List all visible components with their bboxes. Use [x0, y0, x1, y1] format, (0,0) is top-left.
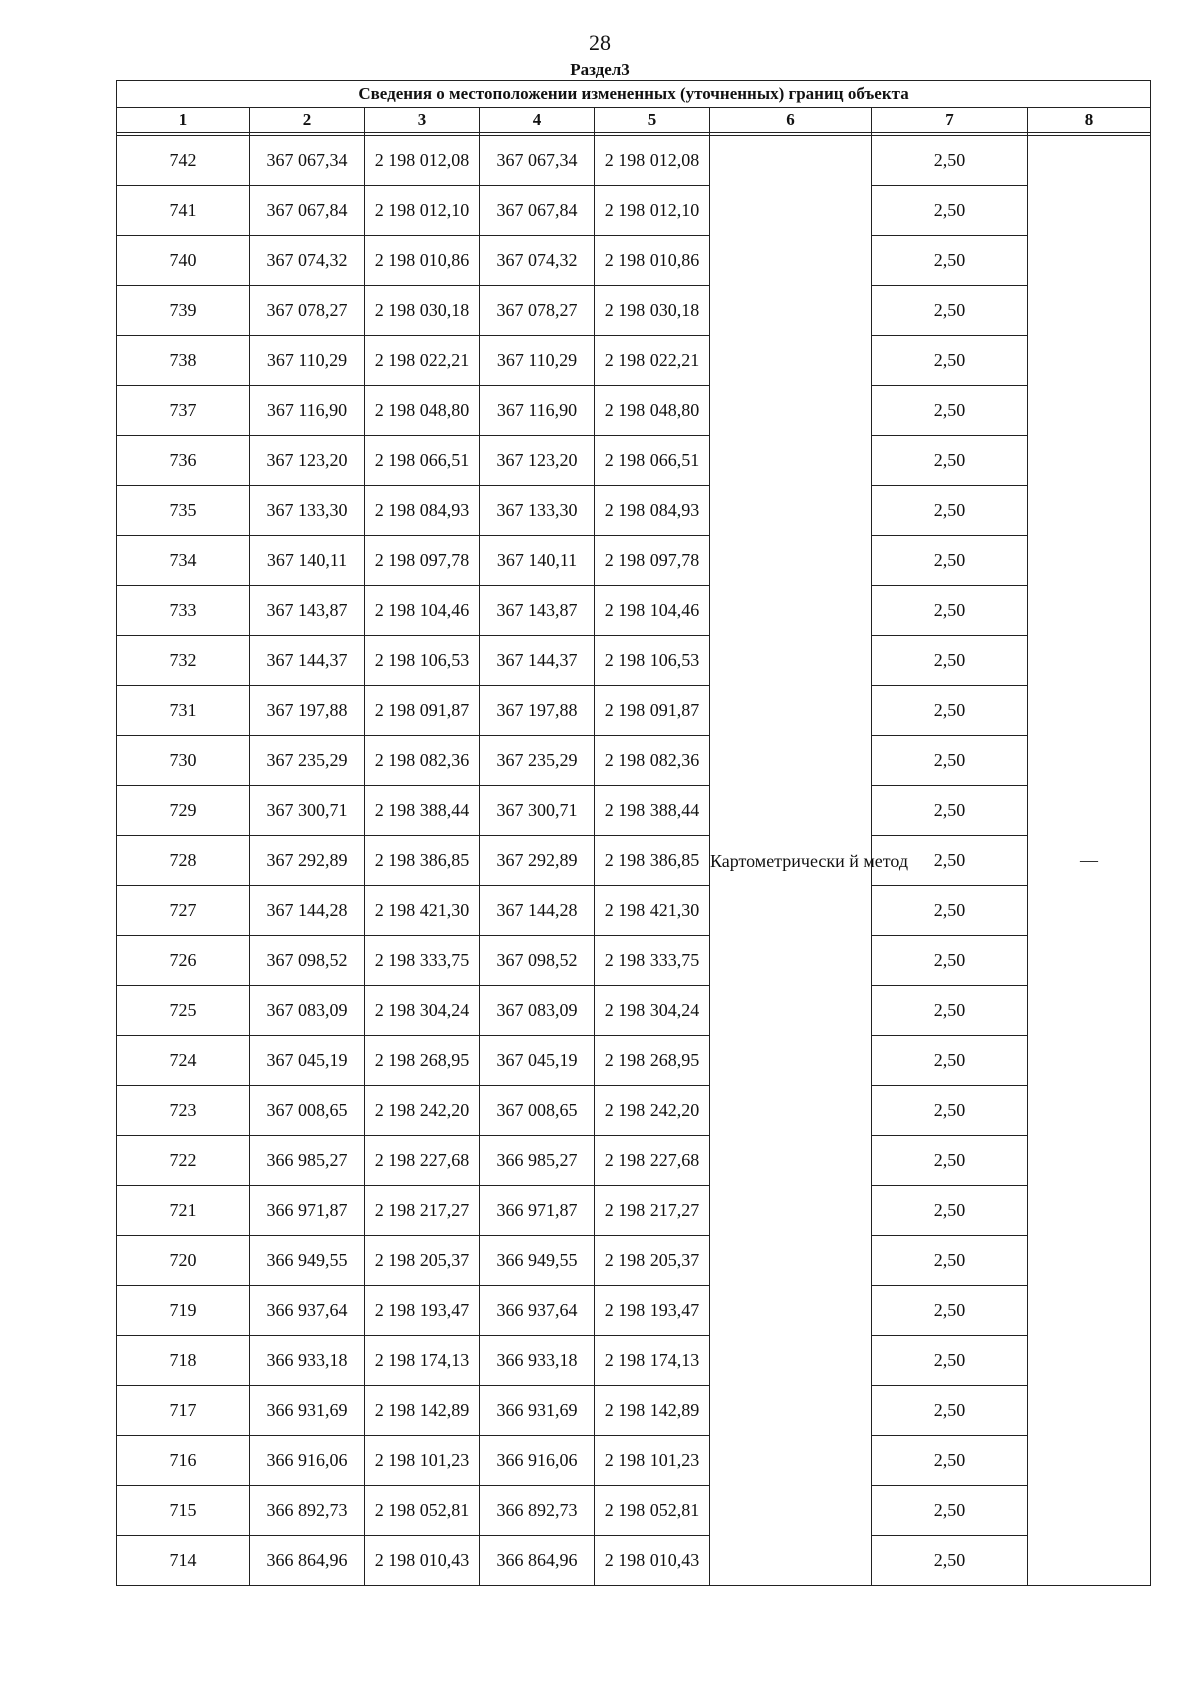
y-coordinate-cell: 2 198 227,68 — [595, 1136, 710, 1186]
table-row — [117, 886, 1151, 936]
y-coordinate-cell: 2 198 048,80 — [365, 386, 480, 436]
table-row — [117, 586, 1151, 636]
accuracy-cell: 2,50 — [872, 986, 1028, 1036]
y-coordinate-cell: 2 198 142,89 — [595, 1386, 710, 1436]
x-coordinate-cell: 367 083,09 — [250, 986, 365, 1036]
y-coordinate-cell: 2 198 012,08 — [595, 136, 710, 186]
accuracy-cell: 2,50 — [872, 836, 1028, 886]
point-number-cell: 738 — [117, 336, 250, 386]
x-coordinate-cell: 367 067,84 — [250, 186, 365, 236]
x-coordinate-cell: 367 197,88 — [480, 686, 595, 736]
point-number-cell: 731 — [117, 686, 250, 736]
accuracy-cell: 2,50 — [872, 1436, 1028, 1486]
y-coordinate-cell: 2 198 193,47 — [595, 1286, 710, 1336]
x-coordinate-cell: 367 098,52 — [250, 936, 365, 986]
y-coordinate-cell: 2 198 022,21 — [595, 336, 710, 386]
x-coordinate-cell: 367 144,37 — [250, 636, 365, 686]
x-coordinate-cell: 366 949,55 — [480, 1236, 595, 1286]
table-row — [117, 286, 1151, 336]
table-row — [117, 986, 1151, 1036]
table-row — [117, 136, 1151, 186]
coordinates-table — [116, 80, 1151, 1586]
accuracy-cell: 2,50 — [872, 1336, 1028, 1386]
x-coordinate-cell: 367 300,71 — [250, 786, 365, 836]
y-coordinate-cell: 2 198 386,85 — [595, 836, 710, 886]
y-coordinate-cell: 2 198 052,81 — [365, 1486, 480, 1536]
x-coordinate-cell: 366 892,73 — [480, 1486, 595, 1536]
column-number-row — [117, 108, 1151, 133]
y-coordinate-cell: 2 198 333,75 — [595, 936, 710, 986]
x-coordinate-cell: 367 123,20 — [250, 436, 365, 486]
point-number-cell: 725 — [117, 986, 250, 1036]
x-coordinate-cell: 366 985,27 — [250, 1136, 365, 1186]
y-coordinate-cell: 2 198 066,51 — [365, 436, 480, 486]
y-coordinate-cell: 2 198 012,08 — [365, 136, 480, 186]
x-coordinate-cell: 367 098,52 — [480, 936, 595, 986]
point-number-cell: 737 — [117, 386, 250, 436]
table-row — [117, 1186, 1151, 1236]
point-number-cell: 723 — [117, 1086, 250, 1136]
x-coordinate-cell: 367 067,34 — [480, 136, 595, 186]
x-coordinate-cell: 367 123,20 — [480, 436, 595, 486]
x-coordinate-cell: 366 937,64 — [250, 1286, 365, 1336]
accuracy-cell: 2,50 — [872, 136, 1028, 186]
column-8-cell: — — [1028, 136, 1151, 1586]
accuracy-cell: 2,50 — [872, 286, 1028, 336]
x-coordinate-cell: 367 140,11 — [250, 536, 365, 586]
point-number-cell: 733 — [117, 586, 250, 636]
point-number-cell: 739 — [117, 286, 250, 336]
point-number-cell: 735 — [117, 486, 250, 536]
y-coordinate-cell: 2 198 242,20 — [365, 1086, 480, 1136]
table-row — [117, 186, 1151, 236]
x-coordinate-cell: 366 864,96 — [480, 1536, 595, 1586]
y-coordinate-cell: 2 198 101,23 — [365, 1436, 480, 1486]
x-coordinate-cell: 367 110,29 — [250, 336, 365, 386]
table-row — [117, 436, 1151, 486]
column-number: 7 — [872, 108, 1028, 133]
column-number: 5 — [595, 108, 710, 133]
x-coordinate-cell: 367 143,87 — [480, 586, 595, 636]
y-coordinate-cell: 2 198 333,75 — [365, 936, 480, 986]
table-row — [117, 1236, 1151, 1286]
x-coordinate-cell: 367 292,89 — [480, 836, 595, 886]
x-coordinate-cell: 366 916,06 — [250, 1436, 365, 1486]
accuracy-cell: 2,50 — [872, 1286, 1028, 1336]
y-coordinate-cell: 2 198 242,20 — [595, 1086, 710, 1136]
table-row — [117, 486, 1151, 536]
accuracy-cell: 2,50 — [872, 186, 1028, 236]
table-row — [117, 636, 1151, 686]
point-number-cell: 742 — [117, 136, 250, 186]
point-number-cell: 740 — [117, 236, 250, 286]
table-row — [117, 1486, 1151, 1536]
point-number-cell: 721 — [117, 1186, 250, 1236]
accuracy-cell: 2,50 — [872, 386, 1028, 436]
point-number-cell: 718 — [117, 1336, 250, 1386]
x-coordinate-cell: 367 008,65 — [250, 1086, 365, 1136]
y-coordinate-cell: 2 198 052,81 — [595, 1486, 710, 1536]
table-row — [117, 1386, 1151, 1436]
point-number-cell: 741 — [117, 186, 250, 236]
y-coordinate-cell: 2 198 101,23 — [595, 1436, 710, 1486]
table-row — [117, 536, 1151, 586]
accuracy-cell: 2,50 — [872, 586, 1028, 636]
y-coordinate-cell: 2 198 268,95 — [595, 1036, 710, 1086]
x-coordinate-cell: 367 067,34 — [250, 136, 365, 186]
table-row — [117, 336, 1151, 386]
x-coordinate-cell: 367 083,09 — [480, 986, 595, 1036]
table-row — [117, 736, 1151, 786]
point-number-cell: 724 — [117, 1036, 250, 1086]
x-coordinate-cell: 367 144,37 — [480, 636, 595, 686]
y-coordinate-cell: 2 198 082,36 — [595, 736, 710, 786]
point-number-cell: 727 — [117, 886, 250, 936]
table-row — [117, 836, 1151, 886]
x-coordinate-cell: 367 133,30 — [480, 486, 595, 536]
x-coordinate-cell: 366 937,64 — [480, 1286, 595, 1336]
x-coordinate-cell: 367 045,19 — [480, 1036, 595, 1086]
y-coordinate-cell: 2 198 386,85 — [365, 836, 480, 886]
y-coordinate-cell: 2 198 205,37 — [595, 1236, 710, 1286]
x-coordinate-cell: 367 143,87 — [250, 586, 365, 636]
y-coordinate-cell: 2 198 304,24 — [595, 986, 710, 1036]
y-coordinate-cell: 2 198 030,18 — [365, 286, 480, 336]
accuracy-cell: 2,50 — [872, 686, 1028, 736]
y-coordinate-cell: 2 198 104,46 — [595, 586, 710, 636]
column-number: 1 — [117, 108, 250, 133]
x-coordinate-cell: 367 140,11 — [480, 536, 595, 586]
table-row — [117, 1086, 1151, 1136]
table-row — [117, 386, 1151, 436]
table-row — [117, 236, 1151, 286]
table-row — [117, 1286, 1151, 1336]
x-coordinate-cell: 367 292,89 — [250, 836, 365, 886]
accuracy-cell: 2,50 — [872, 886, 1028, 936]
point-number-cell: 732 — [117, 636, 250, 686]
point-number-cell: 734 — [117, 536, 250, 586]
x-coordinate-cell: 366 892,73 — [250, 1486, 365, 1536]
y-coordinate-cell: 2 198 217,27 — [595, 1186, 710, 1236]
x-coordinate-cell: 366 864,96 — [250, 1536, 365, 1586]
accuracy-cell: 2,50 — [872, 1136, 1028, 1186]
y-coordinate-cell: 2 198 097,78 — [365, 536, 480, 586]
y-coordinate-cell: 2 198 106,53 — [595, 636, 710, 686]
y-coordinate-cell: 2 198 082,36 — [365, 736, 480, 786]
y-coordinate-cell: 2 198 091,87 — [595, 686, 710, 736]
accuracy-cell: 2,50 — [872, 786, 1028, 836]
table-body — [117, 136, 1151, 1586]
point-number-cell: 720 — [117, 1236, 250, 1286]
section-title: Раздел3 — [570, 60, 630, 79]
table-caption: Сведения о местоположении измененных (уточненных) границ объекта — [117, 81, 1151, 108]
table-row — [117, 1336, 1151, 1386]
y-coordinate-cell: 2 198 217,27 — [365, 1186, 480, 1236]
y-coordinate-cell: 2 198 106,53 — [365, 636, 480, 686]
point-number-cell: 717 — [117, 1386, 250, 1436]
x-coordinate-cell: 366 985,27 — [480, 1136, 595, 1186]
accuracy-cell: 2,50 — [872, 1186, 1028, 1236]
y-coordinate-cell: 2 198 012,10 — [595, 186, 710, 236]
y-coordinate-cell: 2 198 421,30 — [595, 886, 710, 936]
x-coordinate-cell: 367 067,84 — [480, 186, 595, 236]
y-coordinate-cell: 2 198 010,86 — [365, 236, 480, 286]
table-row — [117, 786, 1151, 836]
point-number-cell: 728 — [117, 836, 250, 886]
point-number-cell: 716 — [117, 1436, 250, 1486]
x-coordinate-cell: 367 144,28 — [480, 886, 595, 936]
y-coordinate-cell: 2 198 104,46 — [365, 586, 480, 636]
y-coordinate-cell: 2 198 091,87 — [365, 686, 480, 736]
x-coordinate-cell: 367 235,29 — [480, 736, 595, 786]
point-number-cell: 730 — [117, 736, 250, 786]
column-number: 2 — [250, 108, 365, 133]
x-coordinate-cell: 366 933,18 — [480, 1336, 595, 1386]
y-coordinate-cell: 2 198 174,13 — [365, 1336, 480, 1386]
y-coordinate-cell: 2 198 388,44 — [365, 786, 480, 836]
accuracy-cell: 2,50 — [872, 736, 1028, 786]
y-coordinate-cell: 2 198 142,89 — [365, 1386, 480, 1436]
x-coordinate-cell: 367 110,29 — [480, 336, 595, 386]
y-coordinate-cell: 2 198 084,93 — [595, 486, 710, 536]
y-coordinate-cell: 2 198 193,47 — [365, 1286, 480, 1336]
x-coordinate-cell: 366 916,06 — [480, 1436, 595, 1486]
accuracy-cell: 2,50 — [872, 1236, 1028, 1286]
x-coordinate-cell: 367 074,32 — [250, 236, 365, 286]
x-coordinate-cell: 366 971,87 — [250, 1186, 365, 1236]
y-coordinate-cell: 2 198 205,37 — [365, 1236, 480, 1286]
point-number-cell: 722 — [117, 1136, 250, 1186]
x-coordinate-cell: 366 971,87 — [480, 1186, 595, 1236]
x-coordinate-cell: 366 933,18 — [250, 1336, 365, 1386]
accuracy-cell: 2,50 — [872, 1536, 1028, 1586]
method-cell: Картометрически й метод — [710, 136, 872, 1586]
accuracy-cell: 2,50 — [872, 936, 1028, 986]
y-coordinate-cell: 2 198 388,44 — [595, 786, 710, 836]
accuracy-cell: 2,50 — [872, 1486, 1028, 1536]
x-coordinate-cell: 367 133,30 — [250, 486, 365, 536]
column-number: 4 — [480, 108, 595, 133]
x-coordinate-cell: 367 078,27 — [250, 286, 365, 336]
y-coordinate-cell: 2 198 174,13 — [595, 1336, 710, 1386]
table-row — [117, 1436, 1151, 1486]
y-coordinate-cell: 2 198 030,18 — [595, 286, 710, 336]
y-coordinate-cell: 2 198 268,95 — [365, 1036, 480, 1086]
column-number: 6 — [710, 108, 872, 133]
x-coordinate-cell: 367 116,90 — [250, 386, 365, 436]
y-coordinate-cell: 2 198 010,43 — [595, 1536, 710, 1586]
page-number: 28 — [589, 30, 611, 55]
accuracy-cell: 2,50 — [872, 1036, 1028, 1086]
x-coordinate-cell: 367 235,29 — [250, 736, 365, 786]
accuracy-cell: 2,50 — [872, 236, 1028, 286]
x-coordinate-cell: 367 074,32 — [480, 236, 595, 286]
x-coordinate-cell: 367 116,90 — [480, 386, 595, 436]
y-coordinate-cell: 2 198 010,86 — [595, 236, 710, 286]
y-coordinate-cell: 2 198 048,80 — [595, 386, 710, 436]
column-number: 8 — [1028, 108, 1151, 133]
y-coordinate-cell: 2 198 084,93 — [365, 486, 480, 536]
column-number: 3 — [365, 108, 480, 133]
accuracy-cell: 2,50 — [872, 486, 1028, 536]
x-coordinate-cell: 366 949,55 — [250, 1236, 365, 1286]
point-number-cell: 726 — [117, 936, 250, 986]
table-row — [117, 686, 1151, 736]
x-coordinate-cell: 366 931,69 — [250, 1386, 365, 1436]
table-row — [117, 1136, 1151, 1186]
y-coordinate-cell: 2 198 097,78 — [595, 536, 710, 586]
x-coordinate-cell: 367 045,19 — [250, 1036, 365, 1086]
y-coordinate-cell: 2 198 421,30 — [365, 886, 480, 936]
x-coordinate-cell: 367 197,88 — [250, 686, 365, 736]
x-coordinate-cell: 367 008,65 — [480, 1086, 595, 1136]
x-coordinate-cell: 367 078,27 — [480, 286, 595, 336]
table-row — [117, 1036, 1151, 1086]
point-number-cell: 715 — [117, 1486, 250, 1536]
y-coordinate-cell: 2 198 304,24 — [365, 986, 480, 1036]
accuracy-cell: 2,50 — [872, 536, 1028, 586]
y-coordinate-cell: 2 198 012,10 — [365, 186, 480, 236]
y-coordinate-cell: 2 198 010,43 — [365, 1536, 480, 1586]
point-number-cell: 714 — [117, 1536, 250, 1586]
x-coordinate-cell: 367 300,71 — [480, 786, 595, 836]
accuracy-cell: 2,50 — [872, 1386, 1028, 1436]
accuracy-cell: 2,50 — [872, 336, 1028, 386]
table-row — [117, 936, 1151, 986]
point-number-cell: 736 — [117, 436, 250, 486]
x-coordinate-cell: 366 931,69 — [480, 1386, 595, 1436]
accuracy-cell: 2,50 — [872, 436, 1028, 486]
accuracy-cell: 2,50 — [872, 1086, 1028, 1136]
point-number-cell: 729 — [117, 786, 250, 836]
x-coordinate-cell: 367 144,28 — [250, 886, 365, 936]
accuracy-cell: 2,50 — [872, 636, 1028, 686]
y-coordinate-cell: 2 198 227,68 — [365, 1136, 480, 1186]
y-coordinate-cell: 2 198 022,21 — [365, 336, 480, 386]
table-row — [117, 1536, 1151, 1586]
point-number-cell: 719 — [117, 1286, 250, 1336]
y-coordinate-cell: 2 198 066,51 — [595, 436, 710, 486]
